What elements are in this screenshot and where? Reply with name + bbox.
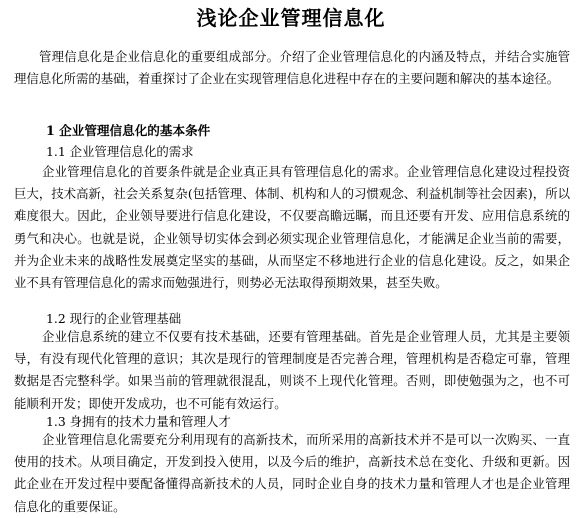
abstract-paragraph: 管理信息化是企业信息化的重要组成部分。介绍了企业管理信息化的内涵及特点，并结合实施管理信息化所需的基础，着重探讨了企业在实现管理信息化进程中存在的主要问题和解决的基本途径。 [14, 49, 570, 86]
section-heading: 1 企业管理信息化的基本条件 [46, 123, 211, 138]
paragraph-1-2: 企业信息系统的建立不仅要有技术基础，还要有管理基础。首先是企业管理人员，尤其是主要领导，有没有现代化管理的意识；其次是现行的管理制度是否完善合理，管理机构是否稳定可靠，管理数据是否完整科学。如果当前的管理就很混乱，则谈不上现代化管理。否则，即使勉强为之，也不可能顺利开发；即使开发成功，也不可能有效运行。 [14, 329, 570, 411]
subsection-heading-1-1: 1.1 企业管理信息化的需求 [46, 144, 194, 159]
paragraph-1-3: 企业管理信息化需要充分利用现有的高新技术，而所采用的高新技术并不是可以一次购买、一直使用的技术。从项目确定，开发到投入使用，以及今后的维护，高新技术总在变化、升级和更新。因此企业在开发过程中要配备懂得高新技术的人员，同时企业自身的技术力量和管理人才也是企业管理信息化的重要保证。 [14, 432, 570, 514]
subsection-heading-1-2: 1.2 现行的企业管理基础 [46, 311, 182, 326]
subsection-heading-1-3: 1.3 身拥有的技术力量和管理人才 [46, 414, 231, 429]
document-title: 浅论企业管理信息化 [196, 6, 386, 30]
paragraph-1-1: 企业管理信息化的首要条件就是企业真正具有管理信息化的需求。企业管理信息化建设过程投资巨大，技术高新，社会关系复杂(包括管理、体制、机构和人的习惯观念、利益机制等社会因素)，所以难度很大。因此，企业领导要进行信息化建设，不仅要高瞻远瞩，而且还要有开发、应用信息系统的勇气和决心。也就是说，企业领导切实体会到必须实现企业管理信息化，才能满足企业当前的需要，并为企业未来的战略性发展奠定坚实的基础，从而坚定不移地进行企业的信息化建设。反之，如果企业不具有管理信息化的需求而勉强进行，则势必无法取得预期效果，甚至失败。 [14, 164, 570, 291]
